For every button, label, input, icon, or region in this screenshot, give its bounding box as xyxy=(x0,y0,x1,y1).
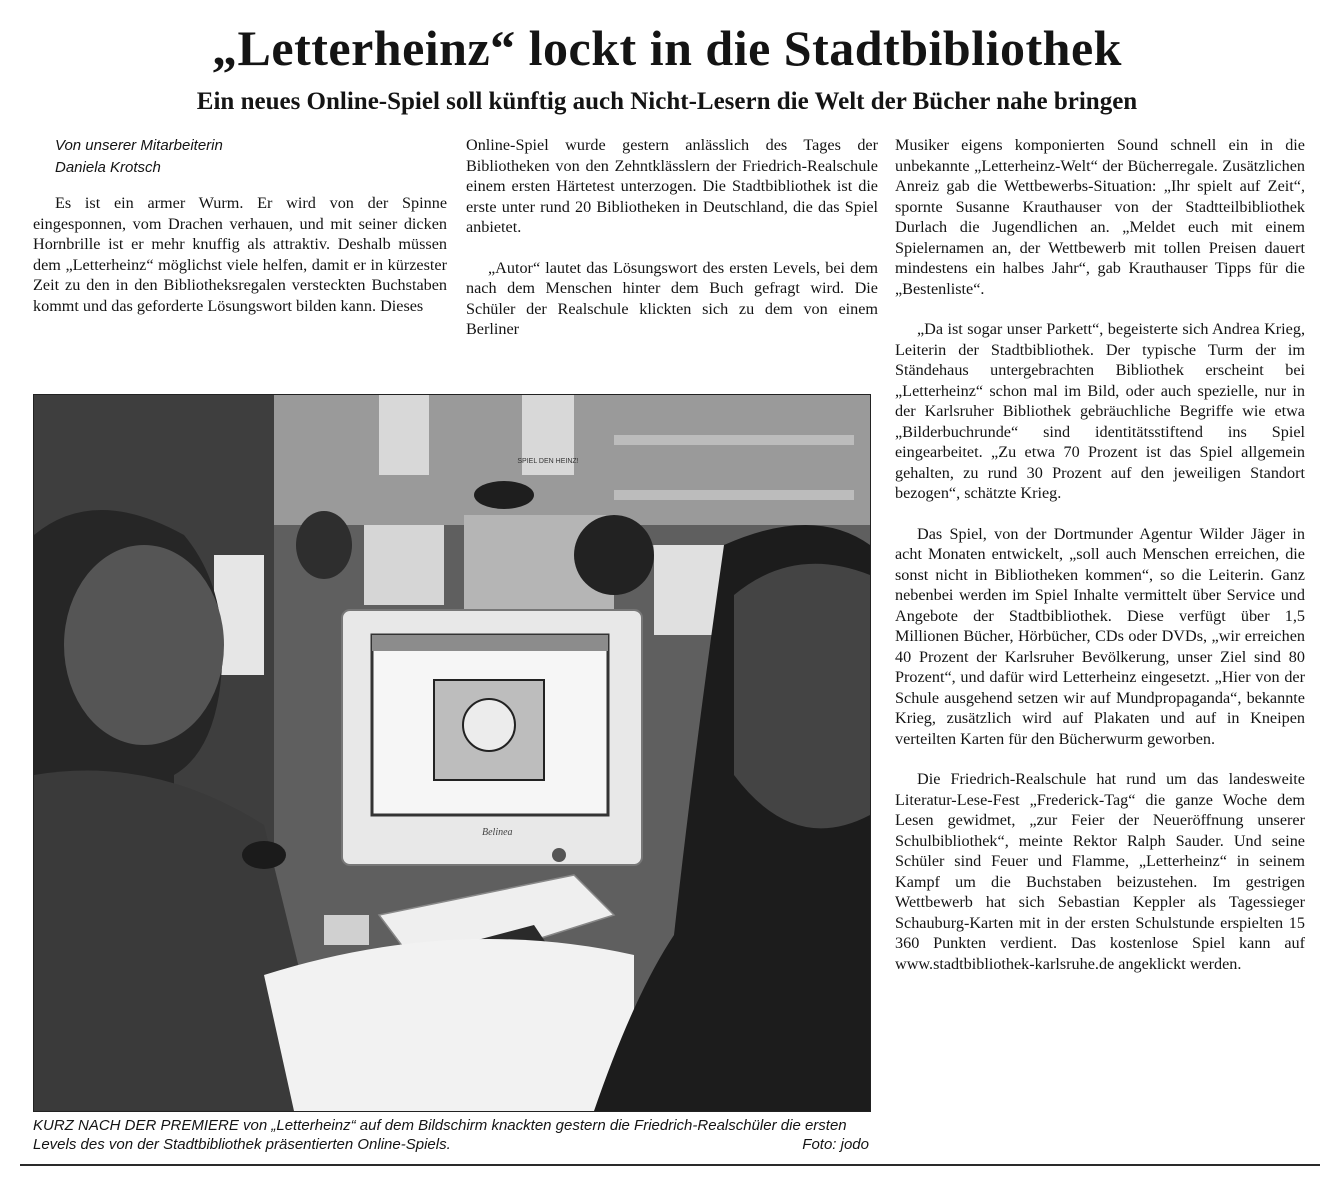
byline-author: Daniela Krotsch xyxy=(55,159,161,176)
photo-caption xyxy=(33,1116,869,1154)
browser-toolbar xyxy=(372,635,608,651)
article-column-3 xyxy=(895,135,1305,1165)
paragraph: „Autor“ lautet das Lösungswort des ersten Levels, bei dem nach dem Menschen hinter dem Buch gefragt wird. Die Schüler der Realschule klickten sich zu dem von einem Berliner xyxy=(466,258,878,338)
paragraph: Das Spiel, von der Dortmunder Agentur Wilder Jäger in acht Monaten entwickelt, „soll auch Menschen erreichen, die sonst nicht in Bibliotheken kommen“, so die Leiterin. Ganz nebenbei werden im Spiel Inhalte vermittelt über Service und Angebote der Stadtbibliothek. Diese verfügt über 1,5 Millionen Bücher, Hörbücher, CDs oder DVDs, „wir erreichen 40 Prozent der Karlsruher Bevölkerung, unser Ziel sind 80 Prozent“, und dafür wird Letterheinz eingesetzt. „Hier von der Schule ausgehend setzen wir auf Mundpropaganda“, bekannte Krieg, zusätzlich wird auf Plakaten und auf in Kneipen verteilten Karten für den Bücherwurm geworben. xyxy=(895,524,1305,748)
headphones xyxy=(242,841,286,869)
poster-text: SPIEL DEN HEINZ! xyxy=(517,458,579,465)
subheadline: Ein neues Online-Spiel soll künftig auch Nicht-Lesern die Welt der Bücher nahe bringen xyxy=(196,88,1138,115)
paragraph: Die Friedrich-Realschule hat rund um das landesweite Literatur-Lese-Fest „Frederick-Tag“ die ganze Woche dem Lesen gewidmet, „zur Feier der Neueröffnung unserer Schulbibliothek“, meinte Rektor Ralph Sauder. Und seine Schüler sind Feuer und Flamme, „Letterheinz“ in seinem Kampf um die Buchstaben beizustehen. Im gestrigen Wettbewerb hat sich Sebastian Keppler als Tagessieger Schauburg-Karten mit in der ersten Schulstunde erspielten 15 360 Punkten verdient. Das kostenlose Spiel kann auf www.stadtbibliothek-karlsruhe.de angeklickt werden. xyxy=(895,770,1305,973)
news-photo xyxy=(33,394,871,1112)
photo-illustration xyxy=(34,395,870,1111)
caption-text: von „Letterheinz“ auf dem Bildschirm knackten gestern die Friedrich-Realschüler die ersten Levels des von der Stadtbibliothek präsentierten Online-Spiels. xyxy=(33,1117,847,1153)
mouse-pad xyxy=(324,915,369,945)
student-silhouette xyxy=(574,515,654,595)
right-student-head xyxy=(734,564,870,829)
letterheinz-character xyxy=(463,699,515,751)
paragraph: Es ist ein armer Wurm. Er wird von der Spinne eingesponnen, vom Drachen verhauen, und mit seiner dicken Hornbrille ist er mehr knuffig als attraktiv. Deshalb müssen dem „Letterheinz“ möglichst viele helfen, damit er in kürzester Zeit zu den in den Bibliotheksregalen versteckten Buchstaben kommt und das geforderte Lösungswort bilden kann. Dieses xyxy=(33,194,447,315)
article-column-2 xyxy=(466,135,878,340)
left-student-head xyxy=(64,545,224,745)
student-silhouette xyxy=(296,511,352,579)
byline xyxy=(55,135,447,179)
paragraph: Online-Spiel wurde gestern anlässlich des Tages der Bibliotheken von den Zehntklässlern der Friedrich-Realschule einem ersten Härtetest unterzogen. Die Stadtbibliothek ist die erste unter rund 20 Bibliotheken in Deutschland, die das Spiel anbietet. xyxy=(466,136,878,236)
paragraph: Musiker eigens komponierten Sound schnell ein in die unbekannte „Letterheinz-Welt“ der Bücherregale. Zusätzlichen Anreiz gab die Wettbewerbs-Situation: „Ihr spielt auf Zeit“, spornte Susanne Krauthauser von der Stadtteilbibliothek Durlach die Jugendlichen an. „Meldet euch mit einem Spielernamen an, der Wettbewerb mit tollen Preisen dauert mindestens ein halbes Jahr“, gab Krauthauser Tipps für die „Bestenliste“. xyxy=(895,136,1305,298)
shelf xyxy=(614,435,854,445)
poster xyxy=(379,395,429,475)
article-column-1 xyxy=(33,135,447,316)
desk-surface xyxy=(264,939,634,1111)
headline: „Letterheinz“ lockt in die Stadtbibliothek xyxy=(212,20,1122,76)
byline-role: Von unserer Mitarbeiterin xyxy=(55,137,223,154)
photo-credit: Foto: jodo xyxy=(802,1136,869,1153)
shelf xyxy=(614,490,854,500)
monitor-brand: Belinea xyxy=(482,827,513,838)
caption-lead: KURZ NACH DER PREMIERE xyxy=(33,1117,239,1134)
background-monitor xyxy=(364,525,444,605)
student-silhouette xyxy=(474,481,534,509)
power-button-icon xyxy=(552,848,566,862)
paragraph: „Da ist sogar unser Parkett“, begeisterte sich Andrea Krieg, Leiterin der Stadtbibliothek. Der typische Turm der im Ständehaus untergebrachten Bibliothek erscheint bei „Letterheinz“ schon mal im Bild, oder auch spezielle, nur in der Karlsruher Bibliothek gebräuchliche Begriffe wie etwa „Bilderbuchrunde“ sind identitätsstiftend ins Spiel eingearbeitet. „Zu etwa 70 Prozent ist das Spiel allgemein gehalten, zu rund 30 Prozent auf den jeweiligen Standort bezogen“, schätzte Krieg. xyxy=(895,320,1305,502)
bottom-rule xyxy=(20,1164,1320,1166)
